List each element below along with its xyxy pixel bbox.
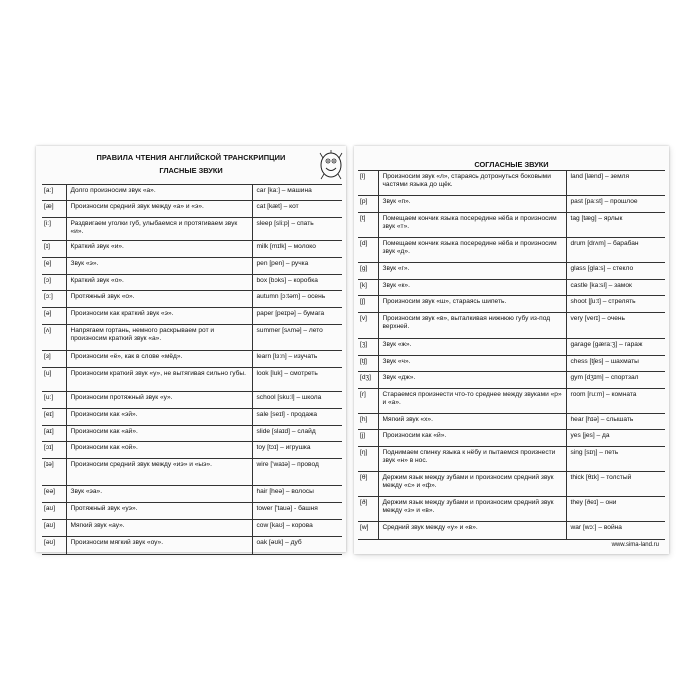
word-example: past [pa:st] – прошлое [566, 196, 665, 213]
sound-description: Произносим как «й». [378, 430, 566, 447]
word-example: car [ka:] – машина [252, 185, 342, 201]
table-row [358, 522, 665, 540]
word-example: hair [heə] – волосы [252, 486, 342, 503]
sound-description: Произносим мягкий звук «оу». [66, 537, 252, 555]
sound-description: Звук «п». [378, 196, 566, 213]
sound-symbol: [θ] [358, 472, 378, 497]
word-example: room [ru:m] – комната [566, 389, 665, 414]
sound-description: Звук «ч». [378, 356, 566, 372]
word-example: sleep [sli:p] – спать [252, 218, 342, 241]
sound-symbol: [ʌ] [42, 325, 66, 351]
sound-description: Произносим звук «ш», стараясь шипеть. [378, 296, 566, 313]
sound-description: Произносим «ё», как в слове «мёд». [66, 351, 252, 368]
sound-symbol: [aʊ] [42, 520, 66, 537]
table-row [358, 171, 665, 196]
sound-description: Звук «ж». [378, 339, 566, 356]
table-row [358, 263, 665, 280]
word-example: very [verɪ] – очень [566, 313, 665, 339]
word-example: box [bɔks] – коробка [252, 275, 342, 291]
table-row [42, 503, 342, 520]
table-row [358, 389, 665, 414]
consonants-card [354, 146, 669, 554]
sound-symbol: [aʊ] [42, 503, 66, 520]
sound-symbol: [ɔ] [42, 275, 66, 291]
sound-description: Звук «к». [378, 280, 566, 296]
cartoon-character-icon [318, 150, 344, 180]
table-row [42, 537, 342, 555]
table-row [42, 520, 342, 537]
word-example: wire ['waɪə] – провод [252, 459, 342, 486]
sound-description: Поднимаем спинку языка к нёбу и пытаемся произнести звук «н» в нос. [378, 447, 566, 472]
word-example: they [ðeɪ] – они [566, 497, 665, 522]
word-example: war [wɔ:] – война [566, 522, 665, 540]
sound-symbol: [ʒ] [358, 339, 378, 356]
sound-symbol: [a:] [42, 185, 66, 201]
sound-description: Протяжный звук «уэ». [66, 503, 252, 520]
sound-symbol: [eɪ] [42, 409, 66, 426]
sound-description: Средний звук между «у» и «в». [378, 522, 566, 540]
table-row [358, 414, 665, 430]
sound-description: Помещаем кончик языка посередине нёба и произносим звук «т». [378, 213, 566, 238]
sound-symbol: [æ] [42, 201, 66, 218]
table-row [42, 486, 342, 503]
table-row [42, 325, 342, 351]
word-example: thick [θɪk] – толстый [566, 472, 665, 497]
word-example: pen [pen] – ручка [252, 258, 342, 275]
table-row [358, 339, 665, 356]
sound-symbol: [ʃ] [358, 296, 378, 313]
table-row [358, 497, 665, 522]
consonants-table [358, 170, 665, 540]
sound-symbol: [eə] [42, 486, 66, 503]
table-row [358, 296, 665, 313]
word-example: hear [hɪə] – слышать [566, 414, 665, 430]
word-example: castle [ka:sl] – замок [566, 280, 665, 296]
sound-symbol: [tʃ] [358, 356, 378, 372]
word-example: autumn [ɔ:təm] – осень [252, 291, 342, 308]
sound-description: Звук «г». [378, 263, 566, 280]
sound-description: Протяжный звук «о». [66, 291, 252, 308]
sound-symbol: [ɔ:] [42, 291, 66, 308]
table-row [358, 447, 665, 472]
sound-symbol: [l] [358, 171, 378, 196]
word-example: school [sku:l] – школа [252, 392, 342, 409]
table-row [358, 280, 665, 296]
sound-description: Держим язык между зубами и произносим средний звук между «с» и «ф». [378, 472, 566, 497]
table-row [358, 238, 665, 263]
sound-symbol: [g] [358, 263, 378, 280]
vowels-table [42, 184, 342, 555]
word-example: shoot [ʃu:t] – стрелять [566, 296, 665, 313]
table-row [42, 201, 342, 218]
sound-description: Краткий звук «о». [66, 275, 252, 291]
sound-description: Произносим как краткий звук «э». [66, 308, 252, 325]
word-example: summer [sʌmə] – лето [252, 325, 342, 351]
sound-description: Произносим как «ой». [66, 442, 252, 459]
sound-description: Произносим как «эй». [66, 409, 252, 426]
sound-symbol: [u] [42, 368, 66, 392]
table-row [42, 368, 342, 392]
sound-symbol: [i:] [42, 218, 66, 241]
sound-symbol: [ə] [42, 308, 66, 325]
table-row [358, 372, 665, 389]
word-example: slide [slaɪd] – слайд [252, 426, 342, 442]
sound-symbol: [u:] [42, 392, 66, 409]
word-example: toy [tɔɪ] – игрушка [252, 442, 342, 459]
table-row [42, 258, 342, 275]
table-row [42, 241, 342, 258]
sound-symbol: [əʊ] [42, 537, 66, 555]
table-row [42, 351, 342, 368]
word-example: yes [jes] – да [566, 430, 665, 447]
sound-description: Краткий звук «и». [66, 241, 252, 258]
sound-description: Произносим звук «л», стараясь дотронуться боковыми частями языка до щёк. [378, 171, 566, 196]
sound-symbol: [ɜ] [42, 351, 66, 368]
sound-description: Произносим как «ай». [66, 426, 252, 442]
sound-description: Помещаем кончик языка посередине нёба и произносим звук «д». [378, 238, 566, 263]
word-example: learn [lɜ:n] – изучать [252, 351, 342, 368]
sound-symbol: [r] [358, 389, 378, 414]
sound-description: Долго произносим звук «а». [66, 185, 252, 201]
sound-description: Раздвигаем уголки губ, улыбаемся и протягиваем звук «и». [66, 218, 252, 241]
card-title: ПРАВИЛА ЧТЕНИЯ АНГЛИЙСКОЙ ТРАНСКРИПЦИИ [96, 153, 286, 162]
sound-symbol: [w] [358, 522, 378, 540]
card-subtitle: ГЛАСНЫЕ ЗВУКИ [159, 166, 223, 175]
word-example: tower ['tauə] - башня [252, 503, 342, 520]
sound-symbol: [ɪə] [42, 459, 66, 486]
table-row [42, 442, 342, 459]
sound-description: Мягкий звук «ау». [66, 520, 252, 537]
word-example: oak [əʊk] – дуб [252, 537, 342, 555]
table-row [358, 472, 665, 497]
word-example: gym [dʒɪm] – спортзал [566, 372, 665, 389]
table-row [358, 196, 665, 213]
word-example: look [luk] – смотреть [252, 368, 342, 392]
word-example: drum [drʌm] – барабан [566, 238, 665, 263]
sound-symbol: [e] [42, 258, 66, 275]
sound-symbol: [ð] [358, 497, 378, 522]
word-example: land [lænd] – земля [566, 171, 665, 196]
sound-symbol: [v] [358, 313, 378, 339]
sound-symbol: [dʒ] [358, 372, 378, 389]
sound-symbol: [ŋ] [358, 447, 378, 472]
table-row [42, 409, 342, 426]
sound-symbol: [aɪ] [42, 426, 66, 442]
table-row [358, 356, 665, 372]
table-row [358, 313, 665, 339]
table-row [42, 291, 342, 308]
table-row [42, 185, 342, 201]
word-example: garage [gæra:ʒ] – гараж [566, 339, 665, 356]
sound-symbol: [ɪ] [42, 241, 66, 258]
word-example: milk [mɪlk] – молоко [252, 241, 342, 258]
sound-description: Произносим краткий звук «у», не вытягивая сильно губы. [66, 368, 252, 392]
word-example: sale [seɪl] - продажа [252, 409, 342, 426]
word-example: chess [tʃes] – шахматы [566, 356, 665, 372]
table-row [42, 426, 342, 442]
sound-description: Стараемся произнести что-то среднее между звуками «р» и «а». [378, 389, 566, 414]
table-row [358, 213, 665, 238]
sound-description: Произносим звук «в», выталкивая нижнюю губу из-под верхней. [378, 313, 566, 339]
sound-description: Произносим средний звук между «иэ» и «ыэ». [66, 459, 252, 486]
word-example: sing [sɪŋ] – петь [566, 447, 665, 472]
table-row [42, 218, 342, 241]
table-row [42, 275, 342, 291]
sound-symbol: [d] [358, 238, 378, 263]
vowels-card [36, 146, 346, 552]
sound-symbol: [h] [358, 414, 378, 430]
sound-description: Произносим протяжный звук «у». [66, 392, 252, 409]
table-row [42, 392, 342, 409]
table-row [42, 308, 342, 325]
sound-description: Напрягаем гортань, немного раскрываем рот и произносим краткий звук «а». [66, 325, 252, 351]
sound-symbol: [k] [358, 280, 378, 296]
sound-symbol: [t] [358, 213, 378, 238]
word-example: cat [kæt] – кот [252, 201, 342, 218]
sound-description: Держим язык между зубами и произносим средний звук между «з» и «в». [378, 497, 566, 522]
sound-description: Произносим средний звук между «а» и «э». [66, 201, 252, 218]
sound-symbol: [j] [358, 430, 378, 447]
sound-description: Звук «эа». [66, 486, 252, 503]
sound-description: Мягкий звук «х». [378, 414, 566, 430]
card-title: СОГЛАСНЫЕ ЗВУКИ [474, 160, 549, 169]
table-row [358, 430, 665, 447]
word-example: paper [peɪpə] – бумага [252, 308, 342, 325]
word-example: cow [kaʊ] – корова [252, 520, 342, 537]
sound-symbol: [p] [358, 196, 378, 213]
website-url: www.sima-land.ru [611, 542, 659, 548]
sound-symbol: [ɔɪ] [42, 442, 66, 459]
sound-description: Звук «э». [66, 258, 252, 275]
sound-description: Звук «дж». [378, 372, 566, 389]
word-example: glass [gla:s] – стекло [566, 263, 665, 280]
word-example: tag [tæg] – ярлык [566, 213, 665, 238]
table-row [42, 459, 342, 486]
